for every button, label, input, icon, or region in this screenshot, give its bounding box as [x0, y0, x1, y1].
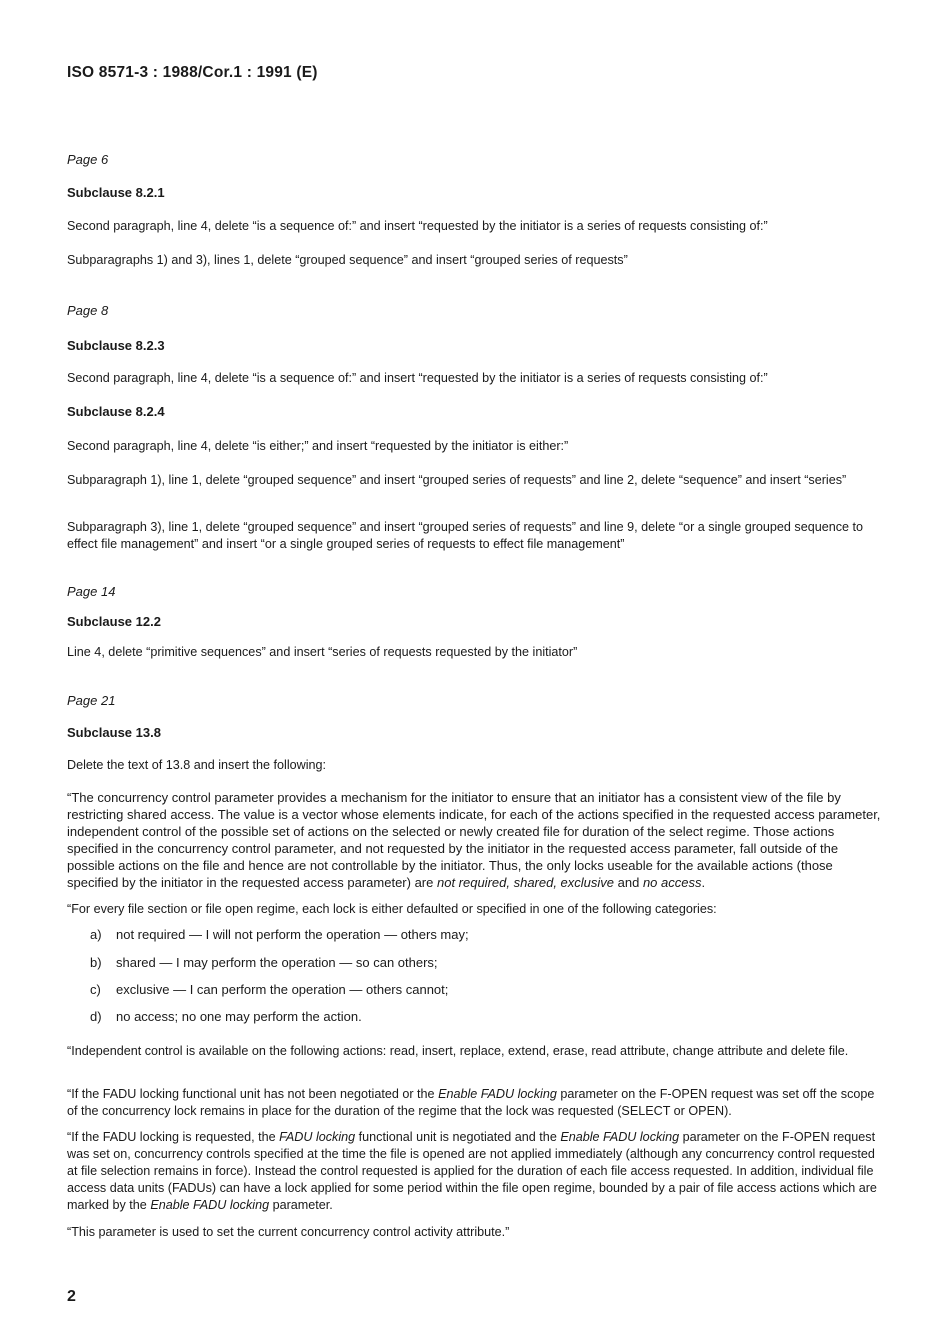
quote-paragraph-2: “For every file section or file open regime, each lock is either defaulted or specified in one of the following categories:	[67, 902, 717, 916]
subclause-8-2-4-para-3: Subparagraph 3), line 1, delete “grouped sequence” and insert “grouped series of requests” and line 9, delete “or a single grouped sequence to effect file management” and insert “or a single grouped series of requests to effect file management”	[67, 520, 864, 551]
quote-4-italic: Enable FADU locking	[438, 1087, 557, 1101]
list-text: not required — I will not perform the operation — others may;	[116, 927, 469, 942]
quote-paragraph-3: “Independent control is available on the following actions: read, insert, replace, extend, erase, read attribute, change attribute and delete file.	[67, 1044, 849, 1058]
lock-category-item	[90, 982, 870, 997]
quote-5-text-d: parameter.	[269, 1198, 333, 1212]
quote-paragraph-4	[67, 1086, 887, 1120]
lock-category-item	[90, 955, 870, 970]
quote-paragraph-6: “This parameter is used to set the current concurrency control activity attribute.”	[67, 1225, 510, 1239]
list-text: shared — I may perform the operation — so can others;	[116, 955, 438, 970]
page-number: 2	[67, 1288, 76, 1305]
quote-paragraph-1	[67, 789, 887, 891]
quote-5-italic-3: Enable FADU locking	[150, 1198, 270, 1212]
quote-5-italic-1: FADU locking	[279, 1130, 356, 1144]
document-header: ISO 8571-3 : 1988/Cor.1 : 1991 (E)	[67, 64, 318, 81]
quote-5-text-b: functional unit is negotiated and the	[355, 1130, 561, 1144]
page-ref-6: Page 6	[67, 152, 109, 167]
subclause-8-2-3-heading: Subclause 8.2.3	[67, 338, 165, 353]
list-label: c)	[90, 982, 101, 997]
subclause-8-2-1-heading: Subclause 8.2.1	[67, 185, 165, 200]
quote-5-text-c: parameter on the F-OPEN request was set on, concurrency controls specified at the time the file is opened are not applied immediately (although any concurrency control requested at file selection remains in force). Instead the control requested is applied for the duration of each file access requested. In addition, individual file access data units (FADUs) can have a lock applied for some period within the file open regime, bounded by a pair of file access actions which are marked by the	[67, 1130, 877, 1212]
subclause-12-2-heading: Subclause 12.2	[67, 614, 161, 629]
subclause-13-8-heading: Subclause 13.8	[67, 725, 161, 740]
page-ref-21: Page 21	[67, 693, 116, 708]
quote-1-and: and	[614, 875, 643, 890]
subclause-8-2-4-para-2: Subparagraph 1), line 1, delete “grouped sequence” and insert “grouped series of requests” and line 2, delete “sequence” and insert “series”	[67, 473, 847, 487]
subclause-8-2-1-para-1: Second paragraph, line 4, delete “is a sequence of:” and insert “requested by the initiator is a series of requests consisting of:”	[67, 219, 768, 233]
quote-5-italic-2: Enable FADU locking	[560, 1130, 680, 1144]
quote-1-end: .	[701, 875, 706, 890]
subclause-8-2-4-heading: Subclause 8.2.4	[67, 404, 165, 419]
list-label: a)	[90, 927, 102, 942]
subclause-8-2-1-para-2: Subparagraphs 1) and 3), lines 1, delete “grouped sequence” and insert “grouped series of requests”	[67, 253, 628, 267]
quote-1-text: “The concurrency control parameter provides a mechanism for the initiator to ensure that an initiator has a consistent view of the file by restricting shared access. The value is a vector whose elements indicate, for each of the actions specified in the requested access parameter, independent control of the possible set of actions on the selected or newly created file for duration of the select regime. Those actions specified in the concurrency control parameter, and not requested by the initiator in the requested access parameter, fall outside of the possible actions on the file and hence are not controllable by the initiator. Thus, the only locks useable for the available actions (those specified by the initiator in the requested access parameter) are	[67, 790, 881, 890]
list-text: exclusive — I can perform the operation — others cannot;	[116, 982, 449, 997]
list-label: b)	[90, 955, 102, 970]
quote-1-italic-2: no access	[642, 875, 702, 890]
subclause-13-8-intro: Delete the text of 13.8 and insert the following:	[67, 758, 327, 772]
quote-4-text-b: parameter on the F-OPEN request was set off the scope of the concurrency lock remains in place for the duration of the regime that the lock was requested (SELECT or OPEN).	[67, 1087, 875, 1118]
page-ref-8: Page 8	[67, 303, 109, 318]
subclause-8-2-4-para-1: Second paragraph, line 4, delete “is either;” and insert “requested by the initiator is either:”	[67, 439, 569, 453]
list-text: no access; no one may perform the action.	[116, 1009, 362, 1024]
quote-1-italic: not required, shared, exclusive	[436, 875, 615, 890]
subclause-8-2-3-para: Second paragraph, line 4, delete “is a sequence of:” and insert “requested by the initiator is a series of requests consisting of:”	[67, 371, 768, 385]
subclause-12-2-para: Line 4, delete “primitive sequences” and insert “series of requests requested by the initiator”	[67, 645, 578, 659]
lock-category-item	[90, 927, 870, 942]
quote-paragraph-5	[67, 1129, 887, 1214]
quote-4-text-a: “If the FADU locking functional unit has not been negotiated or the	[67, 1087, 439, 1101]
list-label: d)	[90, 1009, 102, 1024]
page-ref-14: Page 14	[67, 584, 116, 599]
quote-5-text-a: “If the FADU locking is requested, the	[67, 1130, 280, 1144]
lock-category-item	[90, 1009, 870, 1024]
